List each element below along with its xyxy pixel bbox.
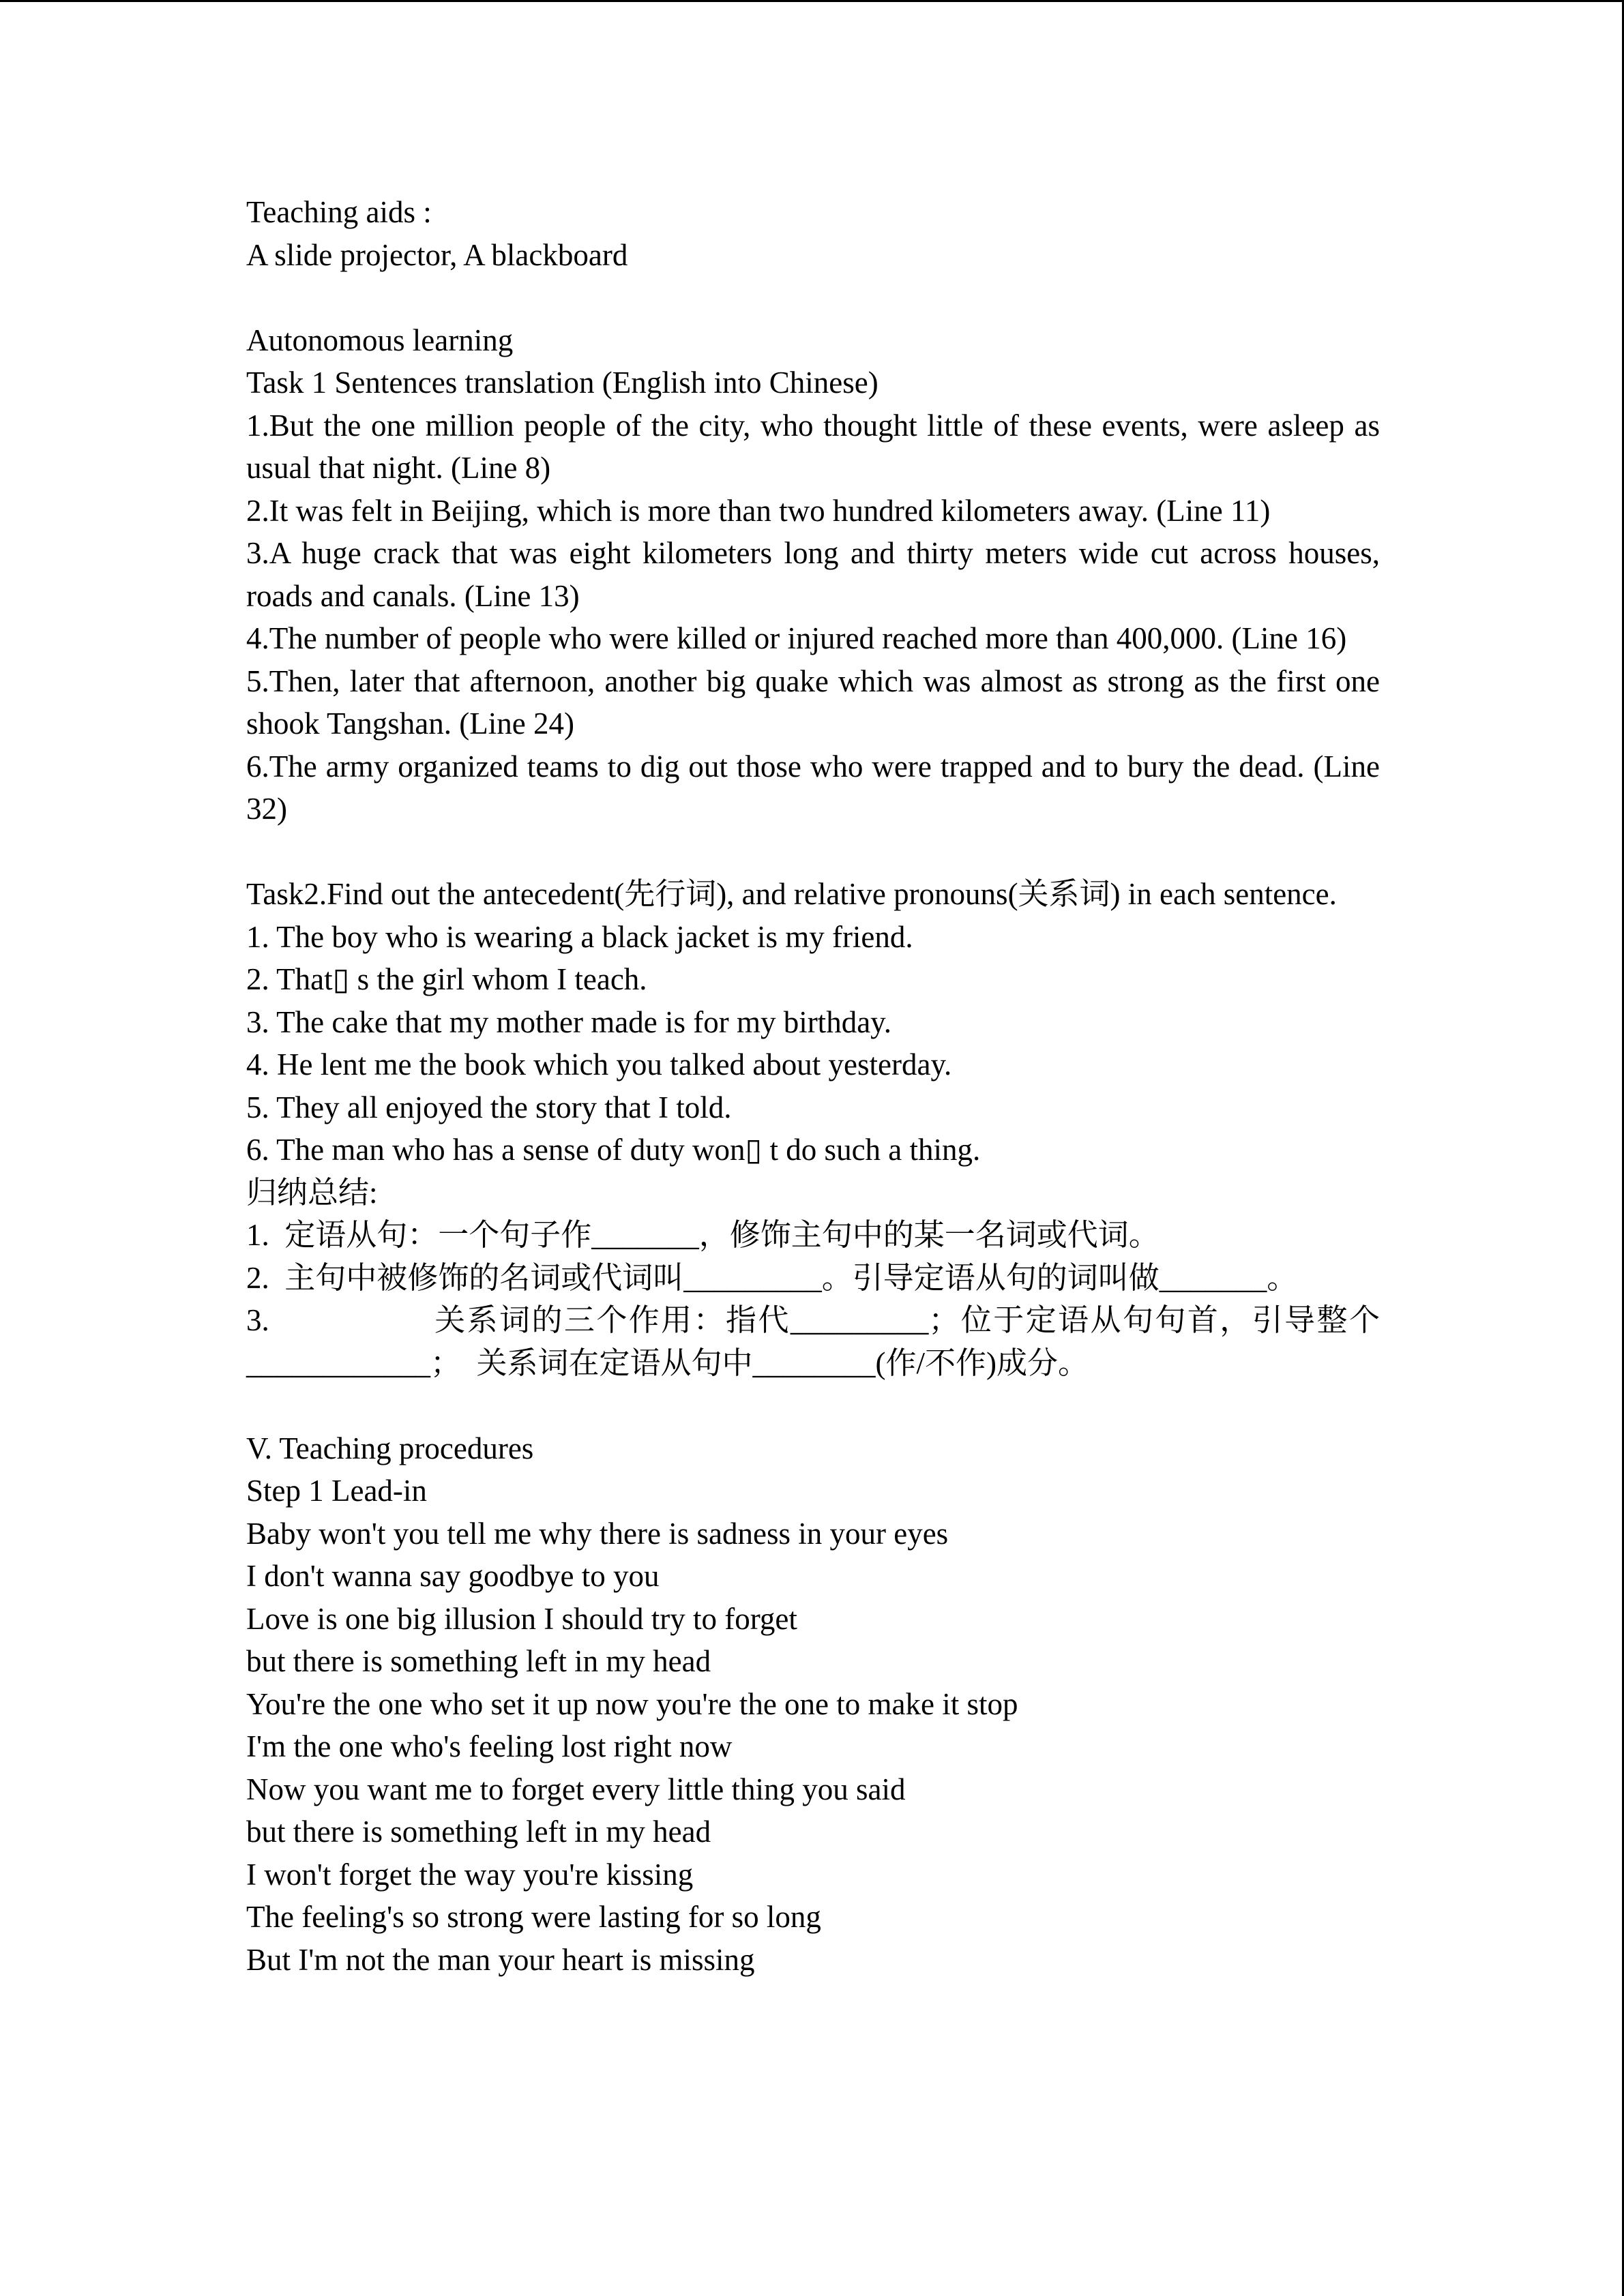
- lyric-line: Baby won't you tell me why there is sadness in your eyes: [246, 1516, 949, 1551]
- task1-item-4: 4.The number of people who were killed or injured reached more than 400,000. (Line 16): [246, 621, 1347, 655]
- lyric-line: I won't forget the way you're kissing: [246, 1857, 694, 1892]
- task1-item-3: 3.A huge crack that was eight kilometers long and thirty meters wide cut across houses, roads and canals. (Line 13): [246, 536, 1388, 613]
- task2-item-4: 4. He lent me the book which you talked about yesterday.: [246, 1047, 952, 1082]
- spacer: [246, 276, 1380, 319]
- task2-item-5: 5. They all enjoyed the story that I told.: [246, 1090, 732, 1124]
- task2-item-2: 2. That▯ s the girl whom I teach.: [246, 962, 647, 996]
- task1-title: Task 1 Sentences translation (English into Chinese): [246, 366, 879, 400]
- lyric-line: Love is one big illusion I should try to forget: [246, 1601, 797, 1636]
- task1-item-5: 5.Then, later that afternoon, another big quake which was almost as strong as the first one shook Tangshan. (Line 24): [246, 664, 1388, 741]
- spacer: [246, 831, 1380, 874]
- lyric-line: But I'm not the man your heart is missing: [246, 1942, 755, 1977]
- lyric-line: I don't wanna say goodbye to you: [246, 1559, 660, 1593]
- document-page: [246, 191, 1388, 1981]
- teaching-procedures-heading: V. Teaching procedures: [246, 1431, 534, 1465]
- task2-item-6: 6. The man who has a sense of duty won▯ t do such a thing.: [246, 1133, 981, 1167]
- step1-title: Step 1 Lead-in: [246, 1474, 427, 1508]
- lyric-line: Now you want me to forget every little thing you said: [246, 1772, 906, 1806]
- summary-item-2: 2. 主句中被修饰的名词或代词叫_________。引导定语从句的词叫做_______。: [246, 1260, 1298, 1295]
- teaching-aids-content: A slide projector, A blackboard: [246, 237, 628, 272]
- summary-heading: 归纳总结:: [246, 1175, 378, 1210]
- task1-item-2: 2.It was felt in Beijing, which is more than two hundred kilometers away. (Line 11): [246, 493, 1271, 528]
- task2-title: Task2.Find out the antecedent(先行词), and relative pronouns(关系词) in each sentence.: [246, 877, 1337, 911]
- autonomous-learning-heading: Autonomous learning: [246, 323, 514, 357]
- spacer: [246, 1384, 1380, 1427]
- summary-item-3-text: 关系词的三个作用：指代_________；位于定语从句句首，引导整个____________； 关系词在定语从句中________(作/不作)成分。: [246, 1303, 1380, 1380]
- summary-item-3: [246, 1299, 1380, 1384]
- task2-item-1: 1. The boy who is wearing a black jacket is my friend.: [246, 919, 913, 954]
- task2-item-3: 3. The cake that my mother made is for my birthday.: [246, 1004, 891, 1039]
- task1-item-6: 6.The army organized teams to dig out those who were trapped and to bury the dead. (Line 32): [246, 749, 1388, 826]
- teaching-aids-heading: Teaching aids :: [246, 195, 432, 229]
- lyric-line: but there is something left in my head: [246, 1815, 711, 1849]
- summary-item-3-number: 3.: [246, 1303, 269, 1337]
- summary-item-1: 1. 定语从句：一个句子作_______，修饰主句中的某一名词或代词。: [246, 1218, 1160, 1252]
- lyric-line: You're the one who set it up now you're the one to make it stop: [246, 1686, 1018, 1721]
- lyric-line: The feeling's so strong were lasting for so long: [246, 1900, 821, 1934]
- task1-item-1: 1.But the one million people of the city, who thought little of these events, were asleep as usual that night. (Line 8): [246, 408, 1388, 485]
- lyric-line: I'm the one who's feeling lost right now: [246, 1729, 733, 1763]
- lyric-line: but there is something left in my head: [246, 1644, 711, 1678]
